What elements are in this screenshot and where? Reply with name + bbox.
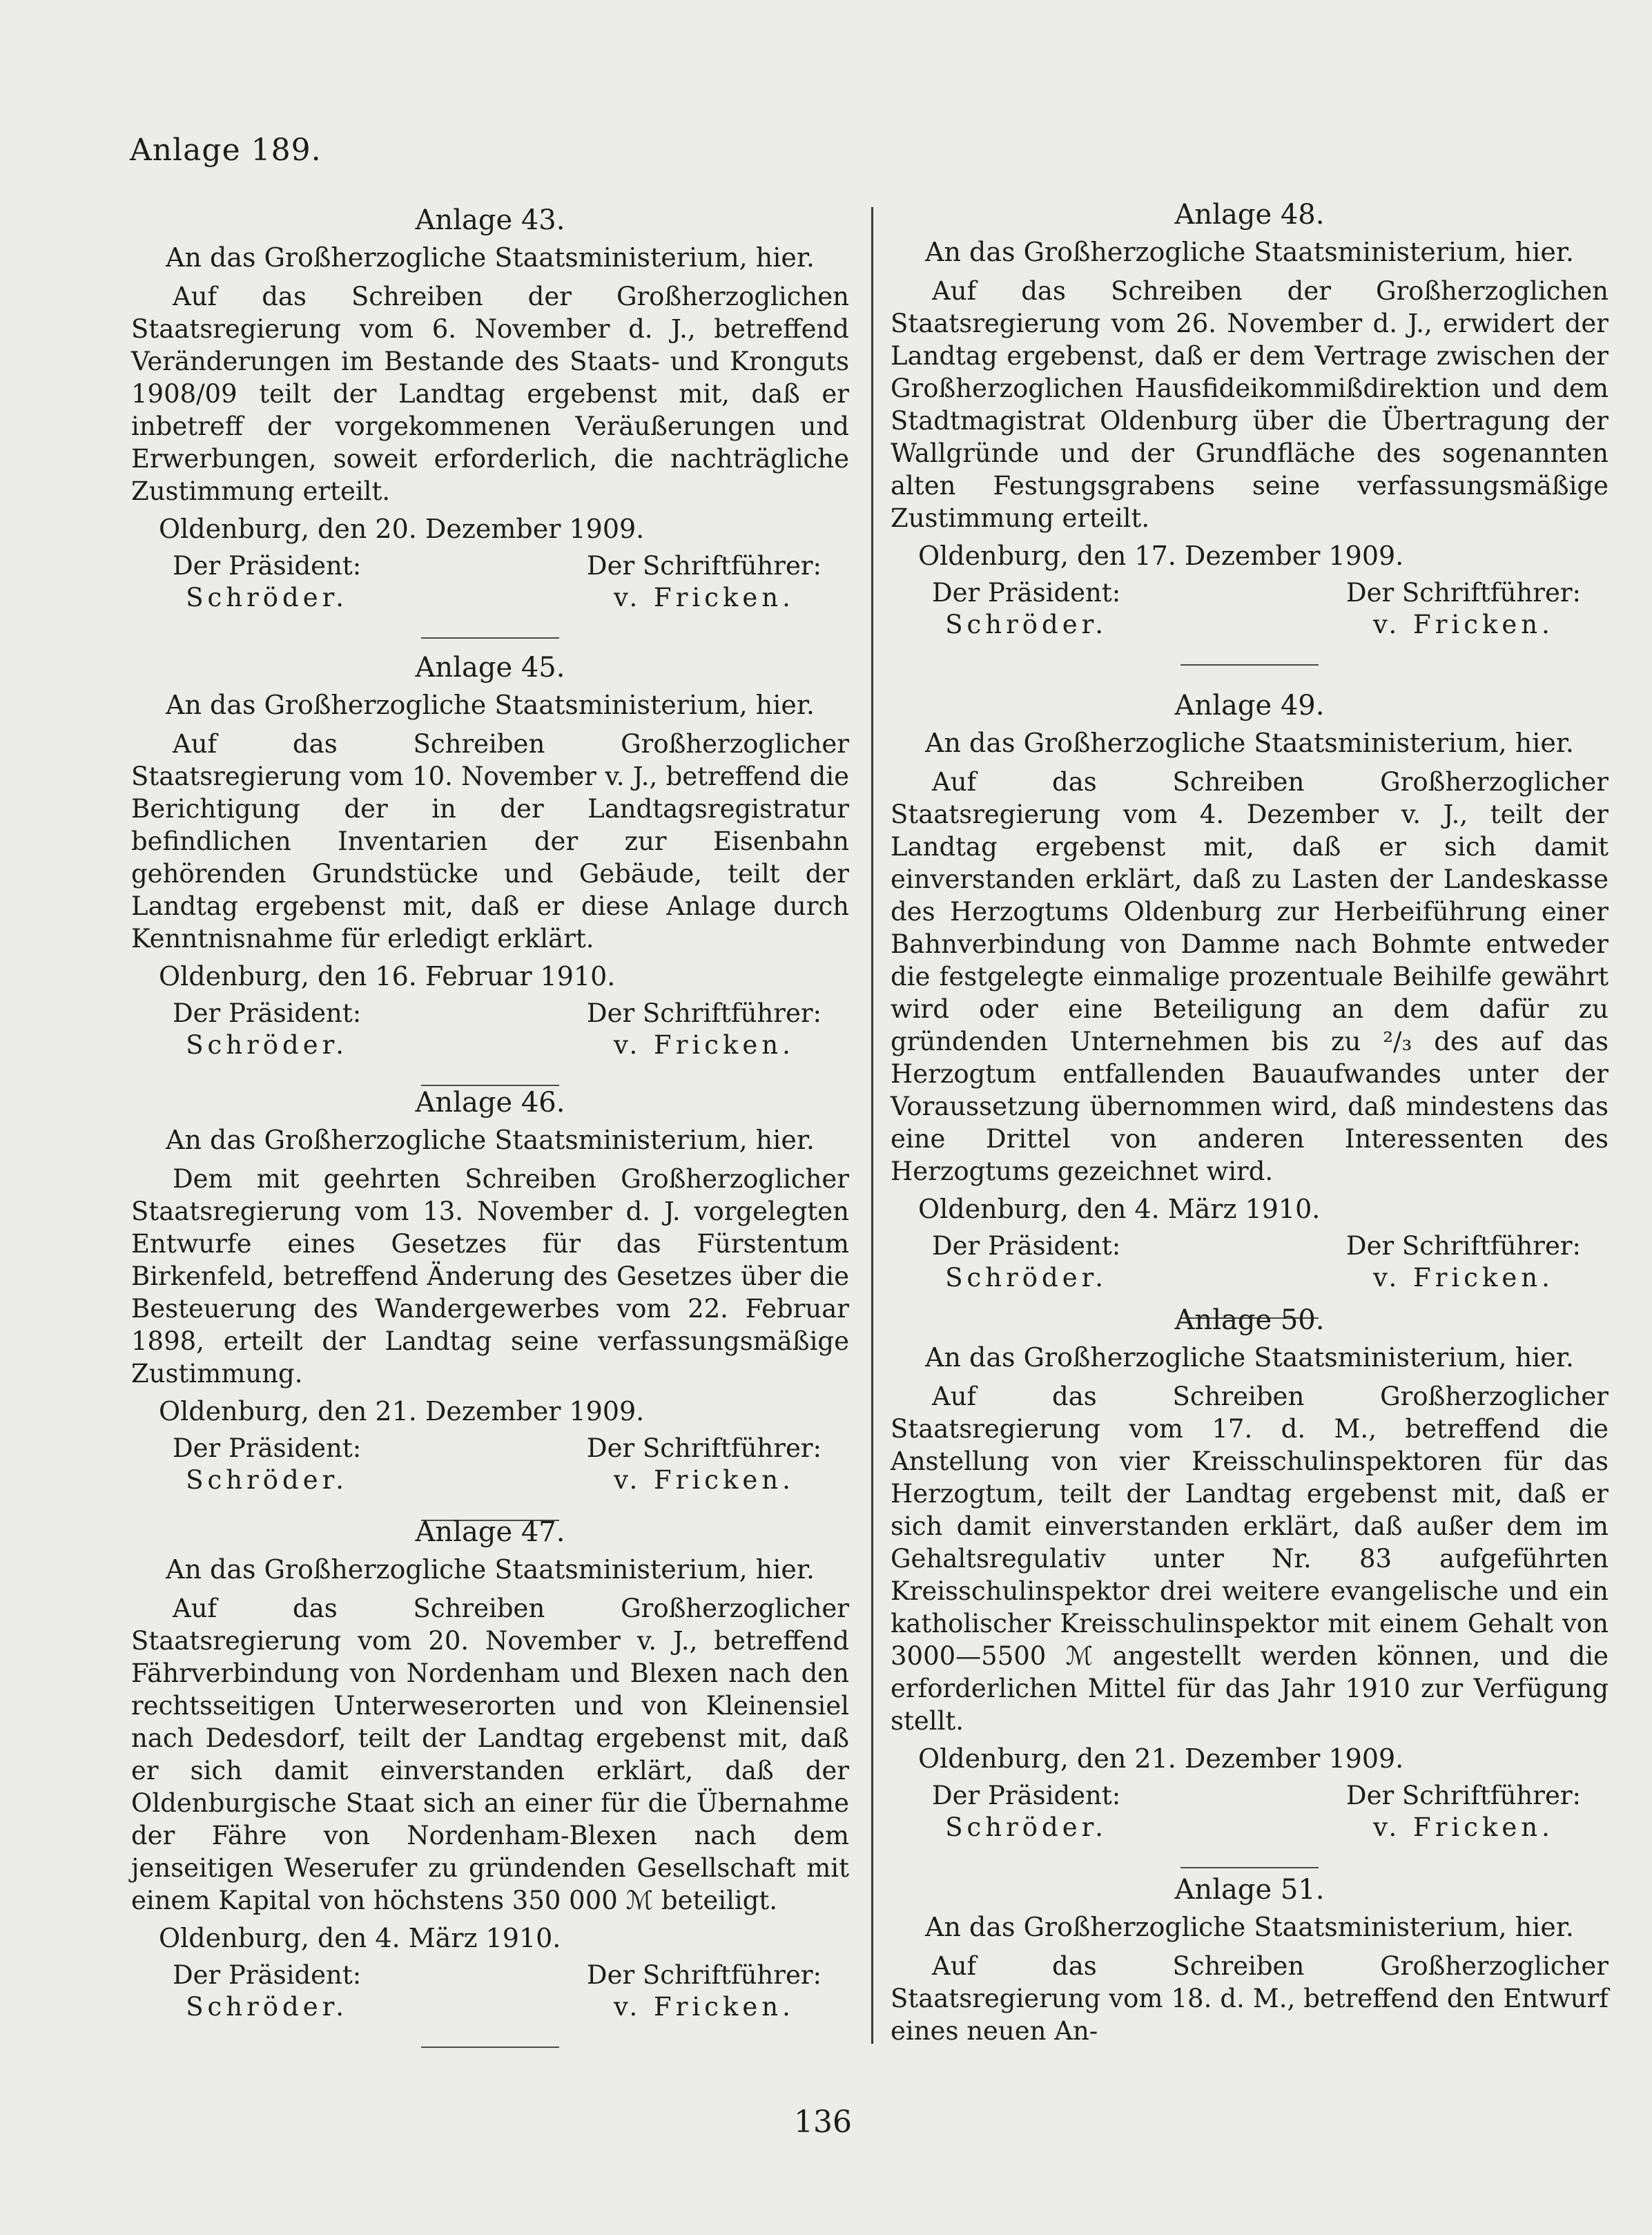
section-address: An das Großherzogliche Staatsministerium, hier. [166, 1125, 815, 1155]
section-body: Auf das Schreiben Großherzoglicher Staatsregierung vom 4. Dezember v. J., teilt der Landtag ergebenst mit, daß er sich damit einverstanden erklärt, daß zu Lasten der Landeskasse des Herzogtums Oldenburg zur Herbeiführung einer Bahnverbindung von Damme nach Bohmte entweder die festgelegte einmalige prozentuale Beihilfe gewährt wird oder eine Beteiligung an dem dafür zu gründenden Unternehmen bis zu ²/₃ des auf das Herzogtum entfallenden Bauaufwandes unter der Voraussetzung übernommen wird, daß mindestens das eine Drittel von anderen Interessenten des Herzogtums gezeichnet wird. [891, 767, 1609, 1186]
signature-title: Der Schriftführer: [1345, 578, 1581, 608]
section-title: Anlage 46. [415, 1087, 565, 1119]
section-date: Oldenburg, den 21. Dezember 1909. [918, 1743, 1404, 1774]
signature-president [173, 1960, 361, 2023]
section-title: Anlage 49. [1174, 690, 1325, 722]
section-rule [421, 2047, 559, 2048]
section-rule [1180, 1867, 1319, 1868]
section-date: Oldenburg, den 16. Februar 1910. [159, 961, 616, 991]
section-address: An das Großherzogliche Staatsministerium, hier. [925, 237, 1574, 267]
section-rule [421, 637, 559, 639]
section-anlage-43 [131, 202, 849, 639]
signature-title: Der Präsident: [173, 998, 362, 1028]
signature-secretary [1346, 1230, 1581, 1294]
signature-title: Der Präsident: [173, 551, 362, 581]
section-body: Auf das Schreiben Großherzoglicher Staatsregierung vom 18. d. M., betreffend den Entwurf eines neuen An- [891, 1951, 1609, 2046]
section-date: Oldenburg, den 20. Dezember 1909. [159, 514, 645, 544]
section-anlage-46 [131, 1084, 849, 1521]
signature-title: Der Schriftführer: [586, 1960, 822, 1990]
signatures [891, 1780, 1609, 1844]
section-date: Oldenburg, den 4. März 1910. [918, 1194, 1321, 1224]
signature-president [932, 1780, 1120, 1844]
section-date: Oldenburg, den 17. Dezember 1909. [918, 541, 1404, 571]
signature-name: v. Fricken. [1373, 610, 1554, 639]
signature-title: Der Präsident: [932, 578, 1121, 608]
signature-secretary [587, 1960, 822, 2023]
section-title: Anlage 45. [415, 652, 565, 684]
section-anlage-49 [891, 687, 1609, 1319]
section-date: Oldenburg, den 4. März 1910. [159, 1923, 561, 1953]
signature-president [173, 550, 361, 614]
signature-title: Der Schriftführer: [1345, 1781, 1581, 1810]
signature-name: v. Fricken. [614, 583, 795, 612]
signatures [131, 998, 849, 1061]
section-anlage-48 [891, 196, 1609, 666]
section-body: Auf das Schreiben Großherzoglicher Staatsregierung vom 10. November v. J., betreffend die Berichtigung der in der Landtagsregistratur befindlichen Inventarien der zur Eisenbahn gehörenden Grundstücke und Gebäude, teilt der Landtag ergebenst mit, daß er diese Anlage durch Kenntnisnahme für erledigt erklärt. [131, 729, 849, 954]
section-title: Anlage 51. [1174, 1874, 1325, 1906]
section-body: Auf das Schreiben der Großherzoglichen Staatsregierung vom 6. November d. J., betreffend Veränderungen im Bestande des Staats- und Kronguts 1908/09 teilt der Landtag ergebenst mit, daß er inbetreff der vorgekommenen Veräußerungen und Erwerbungen, soweit erforderlich, die nachträgliche Zustimmung erteilt. [131, 282, 849, 506]
signature-name: Schröder. [945, 1812, 1108, 1842]
section-title: Anlage 47. [415, 1516, 565, 1548]
section-date: Oldenburg, den 21. Dezember 1909. [159, 1396, 645, 1426]
signature-name: v. Fricken. [1373, 1812, 1554, 1842]
section-body: Auf das Schreiben der Großherzoglichen Staatsregierung vom 26. November d. J., erwidert der Landtag ergebenst, daß er dem Vertrage zwischen der Großherzoglichen Hausfideikommißdirektion und dem Stadtmagistrat Oldenburg über die Übertragung der Wallgründe und der Grundfläche des sogenannten alten Festungsgrabens seine verfassungsmäßige Zustimmung erteilt. [891, 276, 1609, 533]
signatures [131, 1433, 849, 1496]
signature-title: Der Präsident: [173, 1960, 362, 1990]
section-title: Anlage 50. [1174, 1304, 1325, 1336]
signature-title: Der Schriftführer: [586, 1433, 822, 1463]
signatures [131, 550, 849, 614]
signature-name: Schröder. [186, 583, 349, 612]
signature-secretary [587, 550, 822, 614]
signature-name: Schröder. [945, 610, 1108, 639]
signature-title: Der Präsident: [173, 1433, 362, 1463]
signature-title: Der Schriftführer: [1345, 1231, 1581, 1261]
signature-secretary [587, 998, 822, 1061]
page-header: Anlage 189. [130, 133, 322, 168]
signature-secretary [1346, 577, 1581, 641]
signature-name: Schröder. [186, 1992, 349, 2022]
section-body: Auf das Schreiben Großherzoglicher Staatsregierung vom 17. d. M., betreffend die Anstellung von vier Kreisschulinspektoren für das Herzogtum, teilt der Landtag ergebenst mit, daß er sich damit einverstanden erklärt, daß außer dem im Gehaltsregulativ unter Nr. 83 aufgeführten Kreisschulinspektor drei weitere evangelische und ein katholischer Kreisschulinspektor mit einem Gehalt von 3000—5500 ℳ angestellt werden können, und die erforderlichen Mittel für das Jahr 1910 zur Verfügung stellt. [891, 1382, 1609, 1736]
signature-name: v. Fricken. [1373, 1263, 1554, 1293]
signature-president [932, 1230, 1120, 1294]
section-rule [1180, 664, 1319, 666]
section-address: An das Großherzogliche Staatsministerium, hier. [166, 690, 815, 720]
signature-secretary [1346, 1780, 1581, 1844]
section-address: An das Großherzogliche Staatsministerium, hier. [925, 1342, 1574, 1373]
signature-title: Der Präsident: [932, 1231, 1121, 1261]
signature-name: Schröder. [945, 1263, 1108, 1293]
page-number: 136 [794, 2105, 852, 2140]
signature-name: v. Fricken. [614, 1992, 795, 2022]
section-anlage-47 [131, 1513, 849, 2048]
signature-name: Schröder. [186, 1465, 349, 1495]
section-anlage-50 [891, 1302, 1609, 1868]
section-body: Auf das Schreiben Großherzoglicher Staatsregierung vom 20. November v. J., betreffend Fährverbindung von Nordenham und Blexen nach den rechtsseitigen Unterweserorten und von Kleinensiel nach Dedesdorf, teilt der Landtag ergebenst mit, daß er sich damit einverstanden erklärt, daß der Oldenburgische Staat sich an einer für die Übernahme der Fähre von Nordenham-Blexen nach dem jenseitigen Weserufer zu gründenden Gesellschaft mit einem Kapital von höchstens 350 000 ℳ beteiligt. [131, 1594, 849, 1915]
section-anlage-51 [891, 1871, 1609, 2047]
signatures [891, 577, 1609, 641]
section-address: An das Großherzogliche Staatsministerium, hier. [166, 242, 815, 273]
signatures [131, 1960, 849, 2023]
signature-title: Der Schriftführer: [586, 998, 822, 1028]
section-address: An das Großherzogliche Staatsministerium, hier. [925, 1912, 1574, 1942]
section-address: An das Großherzogliche Staatsministerium, hier. [925, 728, 1574, 758]
section-title: Anlage 43. [415, 204, 565, 236]
signatures [891, 1230, 1609, 1294]
signature-secretary [587, 1433, 822, 1496]
column-divider [871, 207, 873, 2044]
signature-president [173, 998, 361, 1061]
signature-name: Schröder. [186, 1030, 349, 1060]
section-anlage-45 [131, 649, 849, 1086]
section-body: Dem mit geehrten Schreiben Großherzoglicher Staatsregierung vom 13. November d. J. vorgelegten Entwurfe eines Gesetzes für das Fürstentum Birkenfeld, betreffend Änderung des Gesetzes über die Besteuerung des Wandergewerbes vom 22. Februar 1898, erteilt der Landtag seine verfassungsmäßige Zustimmung. [131, 1164, 849, 1389]
section-address: An das Großherzogliche Staatsministerium, hier. [166, 1554, 815, 1585]
signature-president [932, 577, 1120, 641]
section-title: Anlage 48. [1174, 199, 1325, 231]
signature-title: Der Schriftführer: [586, 551, 822, 581]
signature-president [173, 1433, 361, 1496]
signature-name: v. Fricken. [614, 1465, 795, 1495]
signature-name: v. Fricken. [614, 1030, 795, 1060]
signature-title: Der Präsident: [932, 1781, 1121, 1810]
